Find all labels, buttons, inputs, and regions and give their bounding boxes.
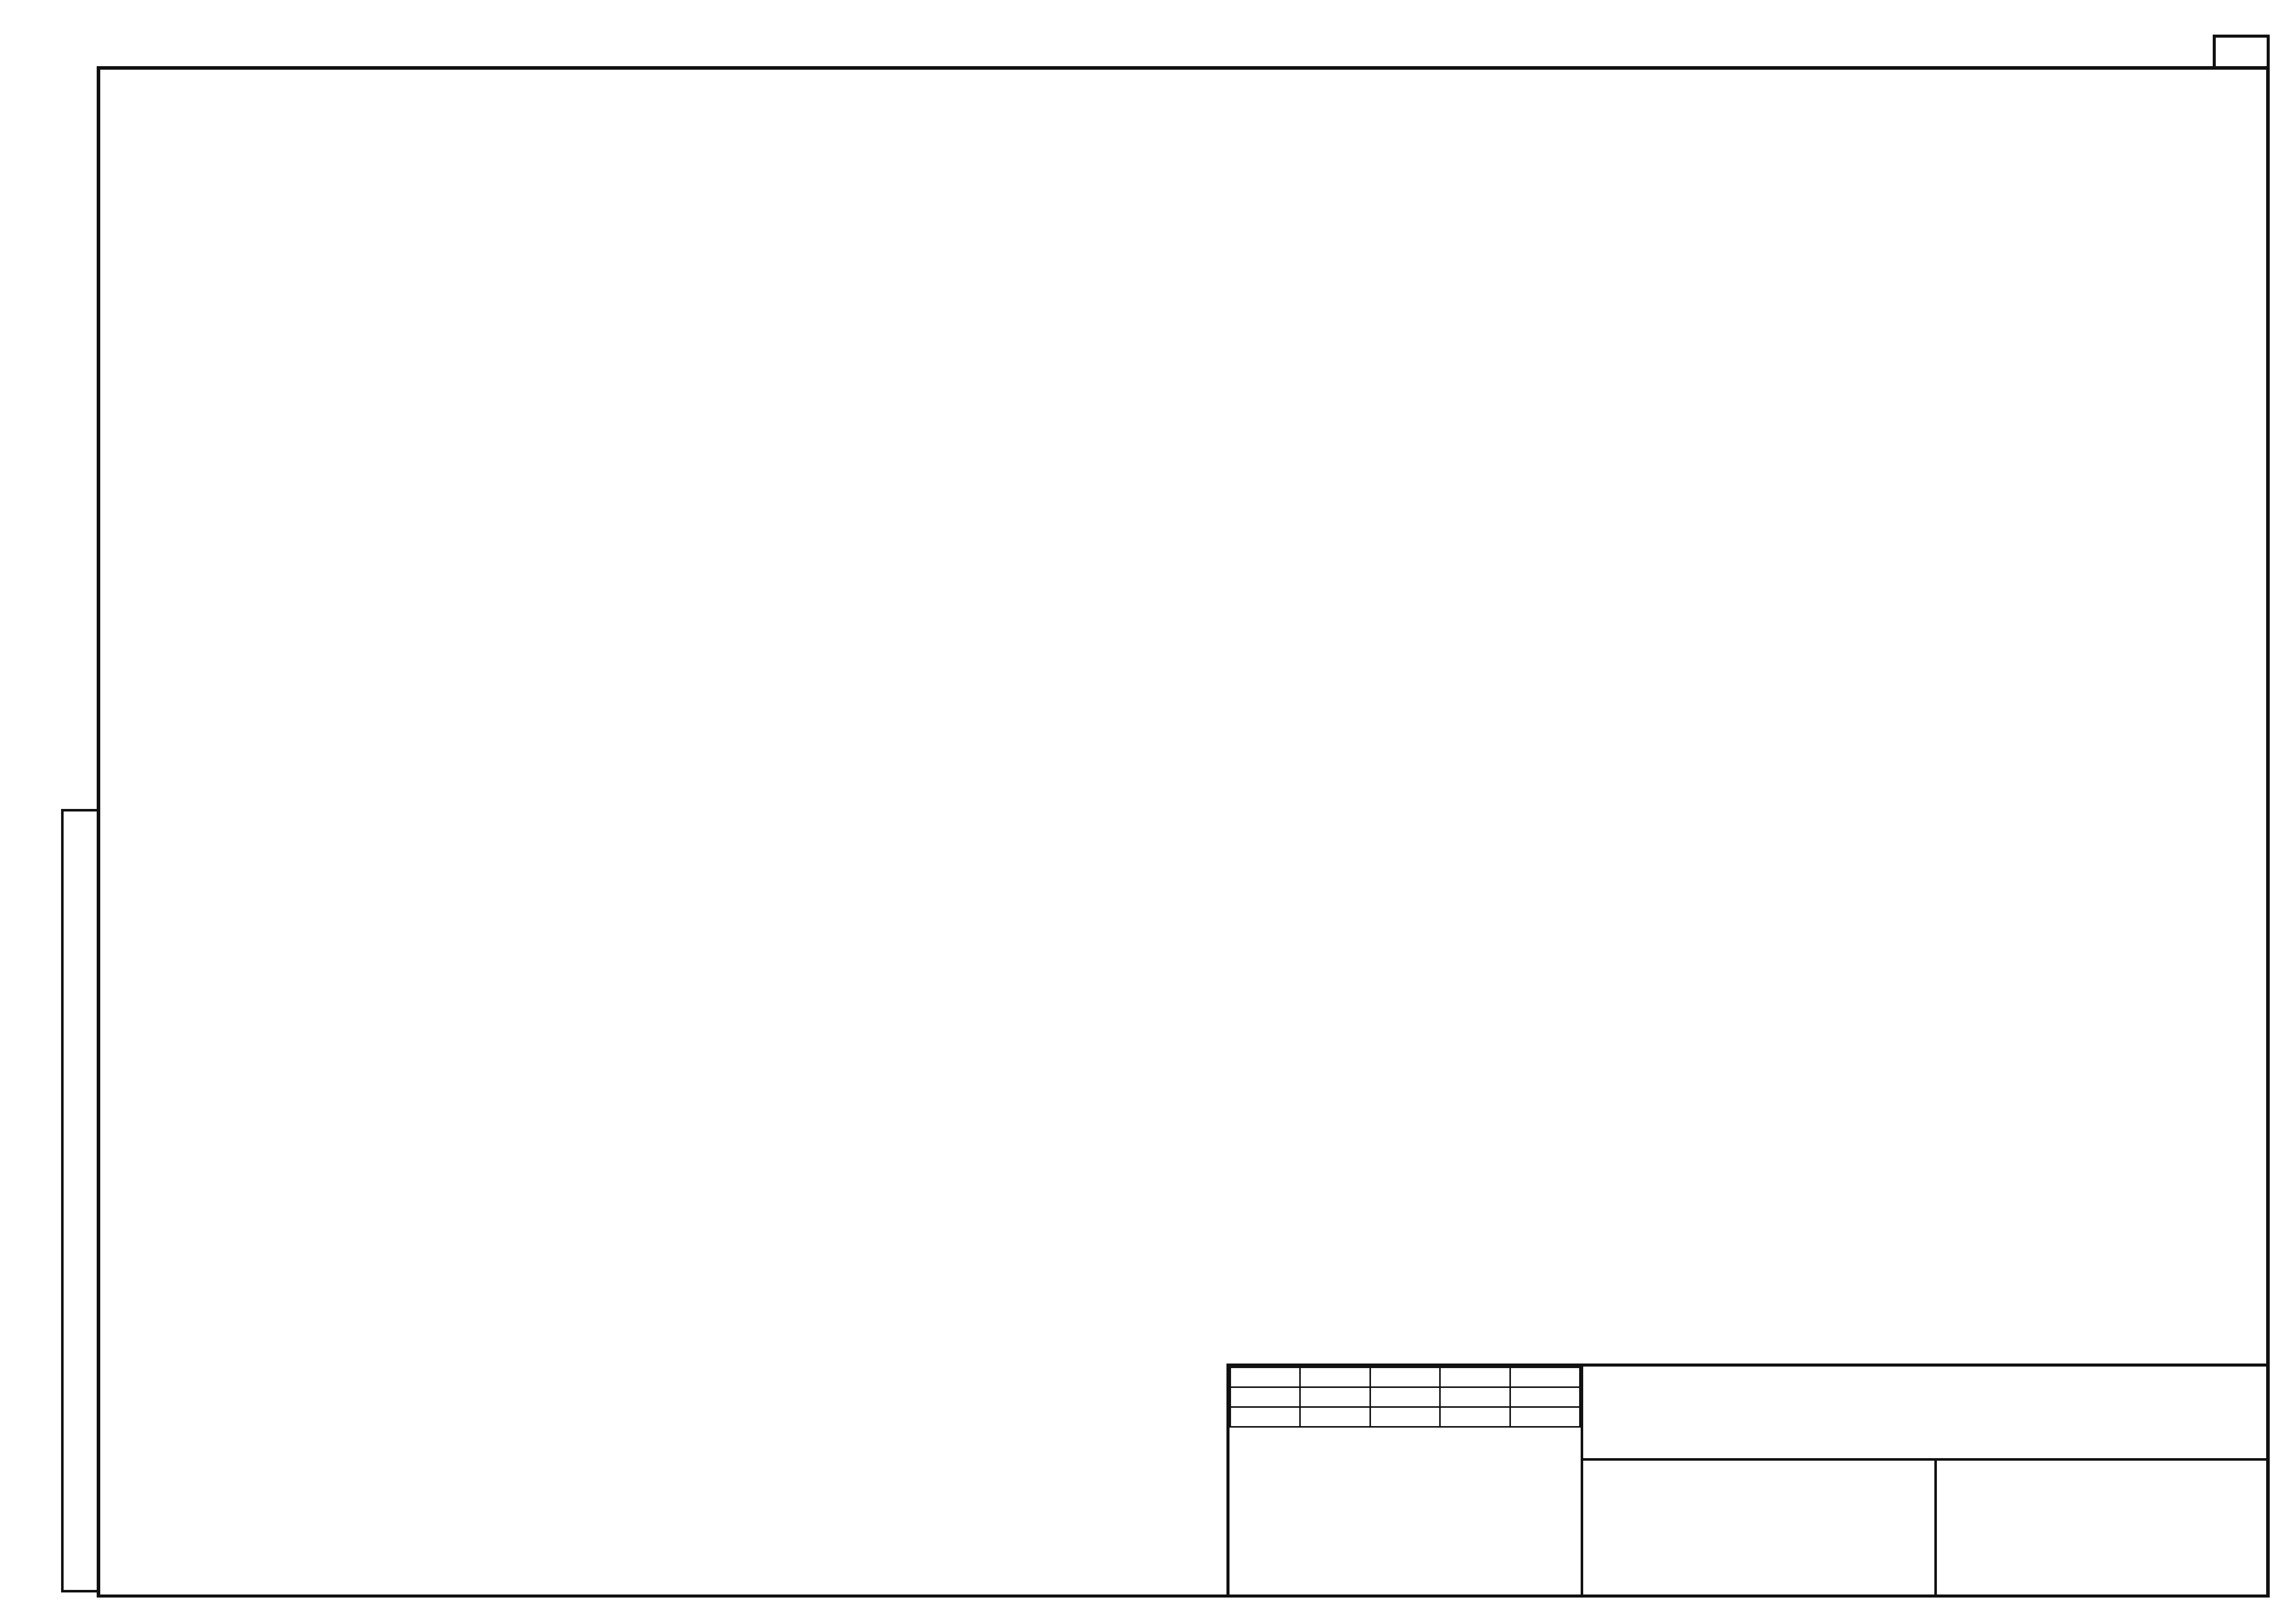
title-block-main (1581, 1367, 2270, 1598)
document-title (1583, 1458, 1937, 1598)
sheet-number (2213, 35, 2270, 69)
organization-name (1937, 1514, 2270, 1598)
document-code (1583, 1367, 2270, 1461)
title-block (1226, 1364, 2270, 1598)
stamp-strip (61, 809, 97, 1592)
letter-sheet-box (1937, 1458, 2270, 1507)
signature-grid (1230, 1367, 1581, 1598)
